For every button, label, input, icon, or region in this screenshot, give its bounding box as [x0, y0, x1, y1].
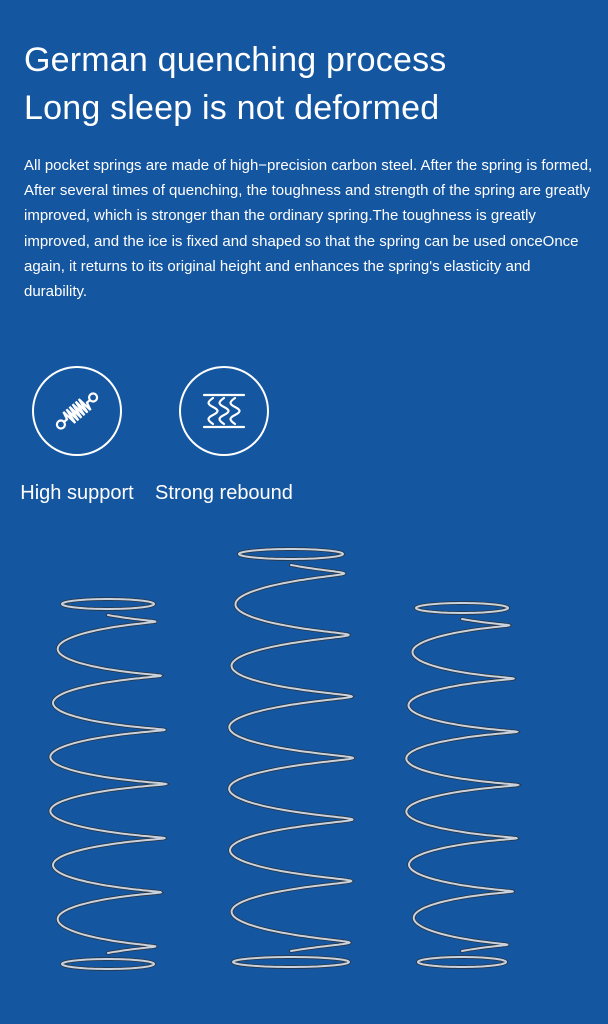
headline-line-1: German quenching process: [24, 41, 447, 79]
feature-label-strong-rebound: Strong rebound: [155, 482, 293, 504]
spring-center-coil-shadow: [229, 565, 353, 951]
description-paragraph: All pocket springs are made of high−precision carbon steel. After the spring is formed, After several times of quenching, the toughness and strength of the spring are greatly improved, which is stronger than the ordinary spring.The toughness is greatly improved, and the ice is fixed and shaped so that the spring can be used onceOnce again, it returns to its original height and enhances the spring's elasticity and durability.: [24, 157, 593, 301]
headline: [24, 36, 594, 132]
spring-center-coil: [229, 565, 353, 951]
headline-line-2: Long sleep is not deformed: [24, 89, 440, 127]
spring-left-coil: [50, 615, 166, 953]
stretched-spring-icon: [32, 366, 122, 456]
feature-label-high-support: High support: [20, 482, 134, 504]
pocket-springs-illustration: [0, 540, 608, 1024]
compressed-coils-icon: [179, 366, 269, 456]
spring-right-coil-shadow: [406, 619, 518, 951]
spring-left-coil-shadow: [50, 615, 166, 953]
feature-strong-rebound: [144, 366, 304, 505]
feature-high-support: [0, 366, 157, 505]
